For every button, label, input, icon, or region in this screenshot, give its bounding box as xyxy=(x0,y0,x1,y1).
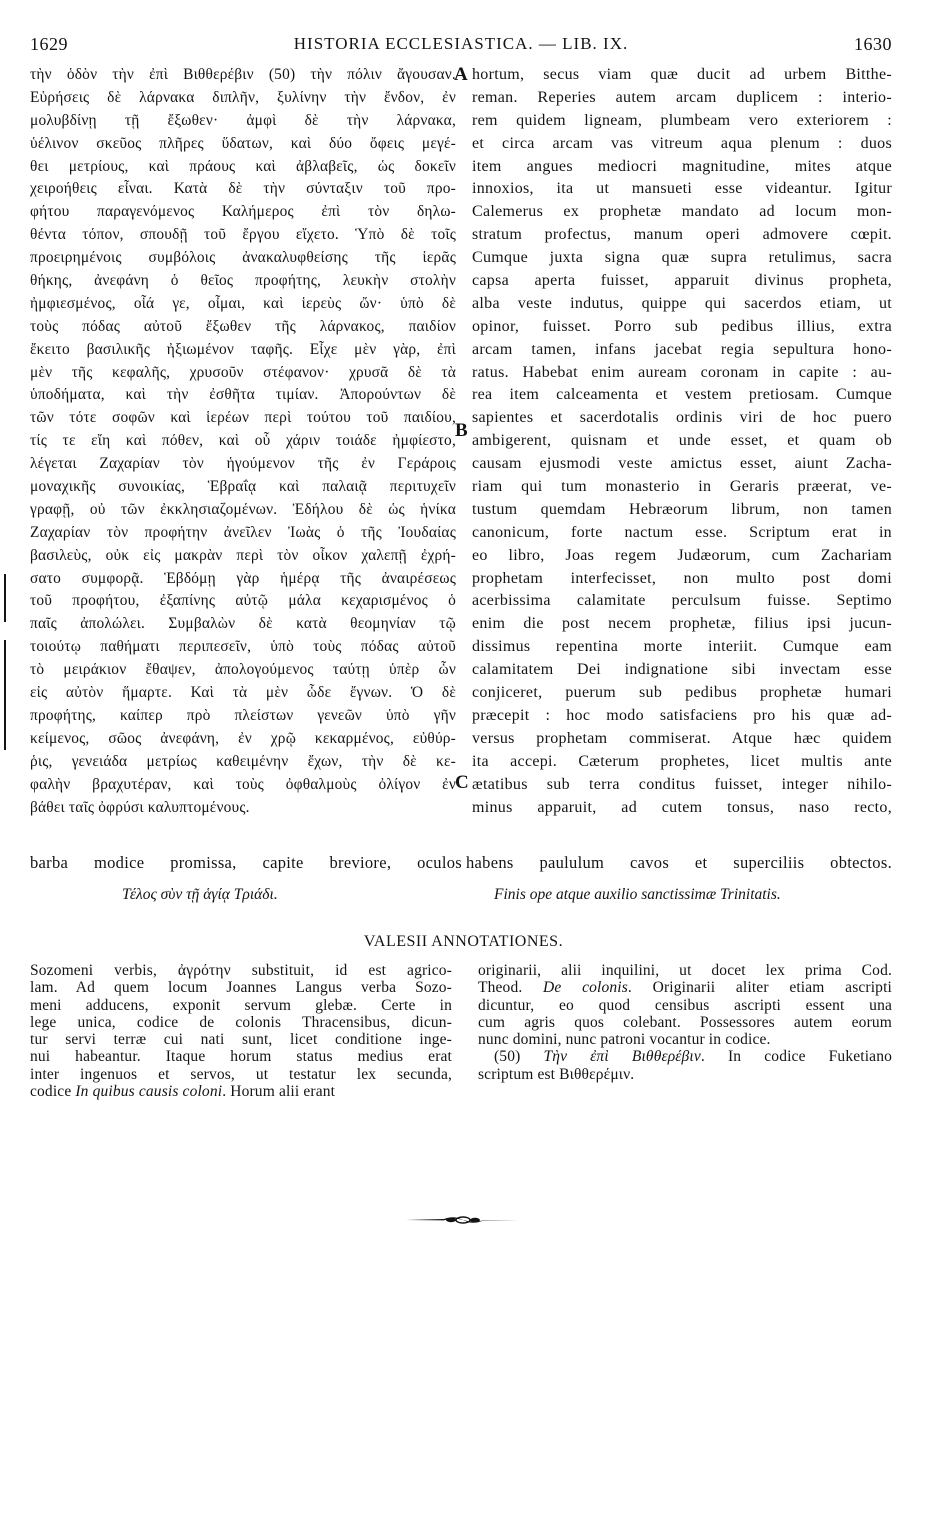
annotation-text: . Originarii aliter etiam ascripti xyxy=(627,979,892,997)
annotation-line: lam. Ad quem locum Joannes Langus verba Sozo- xyxy=(30,979,452,997)
annotations-left-column xyxy=(30,962,452,1100)
annotation-citation: Τὴν ἐπὶ Βιθθερέβιν xyxy=(543,1048,701,1066)
text-line: et circa arcam vas vitreum aqua plenum : duos xyxy=(472,134,892,152)
annotation-line: Sozomeni verbis, ἀγρότην substituit, id est agrico- xyxy=(30,962,452,979)
text-line: θήκης, ἀνεφάνη ὁ θεῖος προφήτης, λευκὴν στολὴν xyxy=(30,272,456,290)
annotations-heading: VALESII ANNOTATIONES. xyxy=(363,933,564,950)
annotation-text: (50) xyxy=(494,1048,544,1066)
text-line: calamitatem Dei indignatione sibi invectam esse xyxy=(472,661,892,679)
spanning-line-left: barba modice promissa, capite breviore, oculos xyxy=(30,853,462,872)
text-line: riam qui tum monasterio in Geraris præerat, ve- xyxy=(472,478,892,496)
annotation-line: originarii, alii inquilini, ut docet lex prima Cod. xyxy=(478,962,892,979)
text-line: ita accepi. Cæterum prophetes, licet multis ante xyxy=(472,752,892,770)
text-line: capsa aperta fuisset, apparuit divinus propheta, xyxy=(472,272,892,290)
greek-text-column xyxy=(30,64,456,819)
text-line: τοὺς πόδας αὐτοῦ ἔξωθεν τῆς λάρνακος, παιδίον xyxy=(30,317,456,335)
text-line: προειρημένοις συμβόλοις ἀνακαλυφθείσης τῆς ἱερᾶς xyxy=(30,249,456,267)
annotation-line: nunc domini, nunc patroni vocantur in codice. xyxy=(478,1031,771,1049)
latin-text-column xyxy=(472,64,892,819)
text-line: prophetam interfecisset, non multo post domi xyxy=(472,569,892,587)
annotations-right-column xyxy=(478,962,892,1083)
spanning-latin-line xyxy=(30,853,892,873)
margin-rule xyxy=(4,640,6,750)
text-line: σατο συμφορᾷ. Ἑβδόμῃ γὰρ ἡμέρᾳ τῆς ἀναιρέσεως xyxy=(30,569,456,587)
text-line: ætatibus sub terra conditus fuisset, integer nihilo- xyxy=(472,775,892,793)
text-line: φαλὴν βραχυτέραν, καὶ τοὺς ὀφθαλμοὺς ὀλίγον ἐν xyxy=(30,775,456,793)
text-line: stratum profectus, manum operi admovere cœpit. xyxy=(472,226,892,244)
annotation-line: lege unica, codice de colonis Thracensibus, dicun- xyxy=(30,1013,452,1031)
text-line: τὴν ὁδὸν τὴν ἐπὶ Βιθθερέβιν (50) τὴν πόλιν ἄγουσαν. xyxy=(30,66,456,83)
text-line: θει μετρίους, καὶ πράους καὶ ἀβλαβεῖς, ὡς δοκεῖν xyxy=(30,157,456,175)
text-line: λέγεται Ζαχαρίαν τὸν ἡγούμενον τῆς ἐν Γεράροις xyxy=(30,455,456,473)
text-line: παῖς ἀπολώλει. Συμβαλὼν δὲ κατὰ θεομηνίαν τῷ xyxy=(30,615,456,633)
right-page-number: 1630 xyxy=(854,34,892,54)
annotation-line xyxy=(30,1083,452,1100)
left-page-number: 1629 xyxy=(30,34,68,54)
text-line: versus prophetam commiserat. Atque hæc quidem xyxy=(472,729,892,747)
annotation-text: codice xyxy=(30,1083,76,1101)
text-line: arcam tamen, infans jacebat regia sepultura hono- xyxy=(472,340,892,358)
annotation-line: nui habeantur. Itaque horum status medius erat xyxy=(30,1048,452,1066)
text-line: μὲν τῆς κεφαλῆς, χρυσοῦν στέφανον· χρυσᾶ δὲ τὰ xyxy=(30,363,456,381)
annotation-citation: De colonis xyxy=(543,979,628,997)
text-line: canonicum, forte nactum esse. Scriptum erat in xyxy=(472,523,892,541)
latin-closing-line: Finis ope atque auxilio sanctissimæ Trinitatis. xyxy=(494,886,781,903)
text-line: ἔκειτο βασιλικῆς ἠξιωμένον ταφῆς. Εἶχε μὲν γὰρ, ἐπὶ xyxy=(30,340,456,358)
text-line: χειροήθεις εἶναι. Κατὰ δὲ τὴν σύνταξιν τοῦ προ- xyxy=(30,180,456,198)
text-line: γραφῇ, οὐ τῶν ἐκκλησιαζομένων. Ἐδήλου δὲ ὡς ἡνίκα xyxy=(30,500,456,518)
text-line: τὸ μειράκιον ἔθαψεν, ἀπολογούμενος ταύτῃ ὑπὲρ ὧν xyxy=(30,661,456,679)
text-line: opinor, fuisset. Porro sub pedibus illius, extra xyxy=(472,317,892,335)
margin-rule xyxy=(4,574,6,622)
text-line: reman. Reperies autem arcam duplicem : interio- xyxy=(472,88,892,106)
end-ornament-icon xyxy=(404,1213,522,1227)
annotation-line: scriptum est Βιθθερέμιν. xyxy=(478,1065,635,1083)
text-line: βασιλεὺς, οὐκ εἰς μακρὰν περὶ τὸν οἶκον χαλεπῇ ἐχρή- xyxy=(30,546,456,564)
text-line: τοῦ προφήτου, ἐξαπίνης αὐτῷ μάλα κεχαρισμένος ὁ xyxy=(30,592,456,610)
text-line: ἠμφιεσμένος, οἷά γε, οἶμαι, καὶ ἱερεὺς ὤν· ὑπὸ δὲ xyxy=(30,294,456,312)
text-line: προφήτης, καίπερ πρὸ πλείστων γενεῶν ὑπὸ γῆν xyxy=(30,706,456,724)
text-line: Cumque juxta signa quæ supra retulimus, sacra xyxy=(472,249,892,267)
text-line: enim die post necem prophetæ, filius ipsi jucun- xyxy=(472,615,892,633)
annotation-line: dicuntur, eo quod censibus ascripti essent una xyxy=(478,996,892,1014)
text-line: τίς τε εἴη καὶ πόθεν, καὶ οὗ χάριν τοιάδε ἠμφίεστο, xyxy=(30,432,456,450)
annotation-citation: In quibus causis coloni xyxy=(75,1083,223,1101)
greek-closing-line: Τέλος σὺν τῇ ἁγίᾳ Τριάδι. xyxy=(122,886,278,903)
annotation-line: meni adducens, exponit servum glebæ. Certe in xyxy=(30,996,452,1014)
annotation-line xyxy=(478,979,892,996)
text-line: tustum quemdam Hebræorum librum, non tamen xyxy=(472,500,892,518)
text-line: item angues mediocri magnitudine, mites atque xyxy=(472,157,892,175)
text-line: præcepit : hoc modo satisfaciens pro his quæ ad- xyxy=(472,706,892,724)
text-line: μολυβδίνῃ τῇ ἔξωθεν· ἀμφὶ δὲ τὴν λάρνακα, xyxy=(30,111,456,129)
margin-letter-a: A xyxy=(454,64,468,85)
text-line: hortum, secus viam quæ ducit ad urbem Bitthe- xyxy=(472,66,892,83)
text-line: innoxios, ita ut mansueti esse videantur. Igitur xyxy=(472,180,892,198)
margin-letter-c: C xyxy=(455,772,469,793)
text-line: alba veste indutus, quippe qui sacerdos etiam, ut xyxy=(472,294,892,312)
text-line: rem quidem ligneam, plumbeam vero exteriorem : xyxy=(472,111,892,129)
text-line: τῶν τότε σοφῶν καὶ ἱερέων περὶ τούτου τοῦ παιδίου, xyxy=(30,409,456,427)
annotation-line: tur servi terræ cui nati sunt, licet conditione inge- xyxy=(30,1031,452,1049)
text-line: κείμενος, σῶος ἀνεφάνη, ἐν χρῷ κεκαρμένος, εὐθύρ- xyxy=(30,729,456,747)
running-header xyxy=(30,34,892,56)
text-line: ratus. Habebat enim auream coronam in capite : au- xyxy=(472,363,892,381)
text-line: ὑέλινον σκεῦος πλῆρες ὕδατων, καὶ δύο ὄφεις μεγέ- xyxy=(30,134,456,152)
spanning-line-right: habens paululum cavos et superciliis obtectos. xyxy=(466,853,892,872)
text-line: rea item calceamenta et vestem pretiosam. Cumque xyxy=(472,386,892,404)
text-line: conjiceret, puerum sub pedibus prophetæ humari xyxy=(472,684,892,702)
annotation-text: . Horum alii erant xyxy=(222,1083,336,1101)
running-title: HISTORIA ECCLESIASTICA. — LIB. IX. xyxy=(293,34,629,53)
annotation-text: . In codice Fuketiano xyxy=(700,1048,892,1066)
text-line: εἰς αὐτὸν ἥμαρτε. Καὶ τὰ μὲν ὧδε ἔγνων. Ὁ δὲ xyxy=(30,684,456,702)
annotation-line xyxy=(478,1048,892,1065)
text-line: ὑποδήματα, καὶ τὴν ἐσθῆτα τιμίαν. Ἀπορούντων δὲ xyxy=(30,386,456,404)
margin-letter-b: B xyxy=(455,420,468,441)
text-line: eo libro, Joas regem Judæorum, cum Zachariam xyxy=(472,546,892,564)
text-line: sapientes et sacerdotalis ordinis viri de hoc puero xyxy=(472,409,892,427)
annotation-line: cum agris quos colebant. Possessores autem eorum xyxy=(478,1013,892,1031)
annotation-line: inter ingenuos et servos, ut testatur lex secunda, xyxy=(30,1065,452,1083)
text-line: μοναχικῆς συνοικίας, Ἑβραΐᾳ καὶ παλαιᾷ περιτυχεῖν xyxy=(30,478,456,496)
text-line: βάθει ταῖς ὀφρύσι καλυπτομένους. xyxy=(30,798,250,816)
text-line: minus apparuit, ad cutem tonsus, naso recto, xyxy=(472,798,892,816)
text-line: τοιούτῳ παθήματι περιπεσεῖν, ὑπὸ τοὺς πόδας αὐτοῦ xyxy=(30,638,456,656)
text-line: ambigerent, quisnam et unde esset, et quam ob xyxy=(472,432,892,450)
text-line: causam ejusmodi veste amictus esset, aiunt Zacha- xyxy=(472,455,892,473)
text-line: acerbissima calamitate perculsum fuisse. Septimo xyxy=(472,592,892,610)
text-line: Calemerus ex prophetæ mandato ad locum mon- xyxy=(472,203,892,221)
text-line: ῥις, γενειάδα μετρίως καθειμένην ἔχων, τὴν δὲ κε- xyxy=(30,752,456,770)
text-line: dissimus repentina morte interiit. Cumque eam xyxy=(472,638,892,656)
text-line: Εὑρήσεις δὲ λάρνακα διπλῆν, ξυλίνην τὴν ἔνδον, ἐν xyxy=(30,88,456,106)
text-line: φήτου παραγενόμενος Καλήμερος ἐπὶ τὸν δηλω- xyxy=(30,203,456,221)
annotation-text: Theod. xyxy=(478,979,544,997)
text-line: Ζαχαρίαν τὸν προφήτην ἀνεῖλεν Ἰωὰς ὁ τῆς Ἰουδαίας xyxy=(30,523,456,541)
text-line: θέντα τόπον, σπουδῇ τοῦ ἔργου εἴχετο. Ὑπὸ δὲ τοῖς xyxy=(30,226,456,244)
